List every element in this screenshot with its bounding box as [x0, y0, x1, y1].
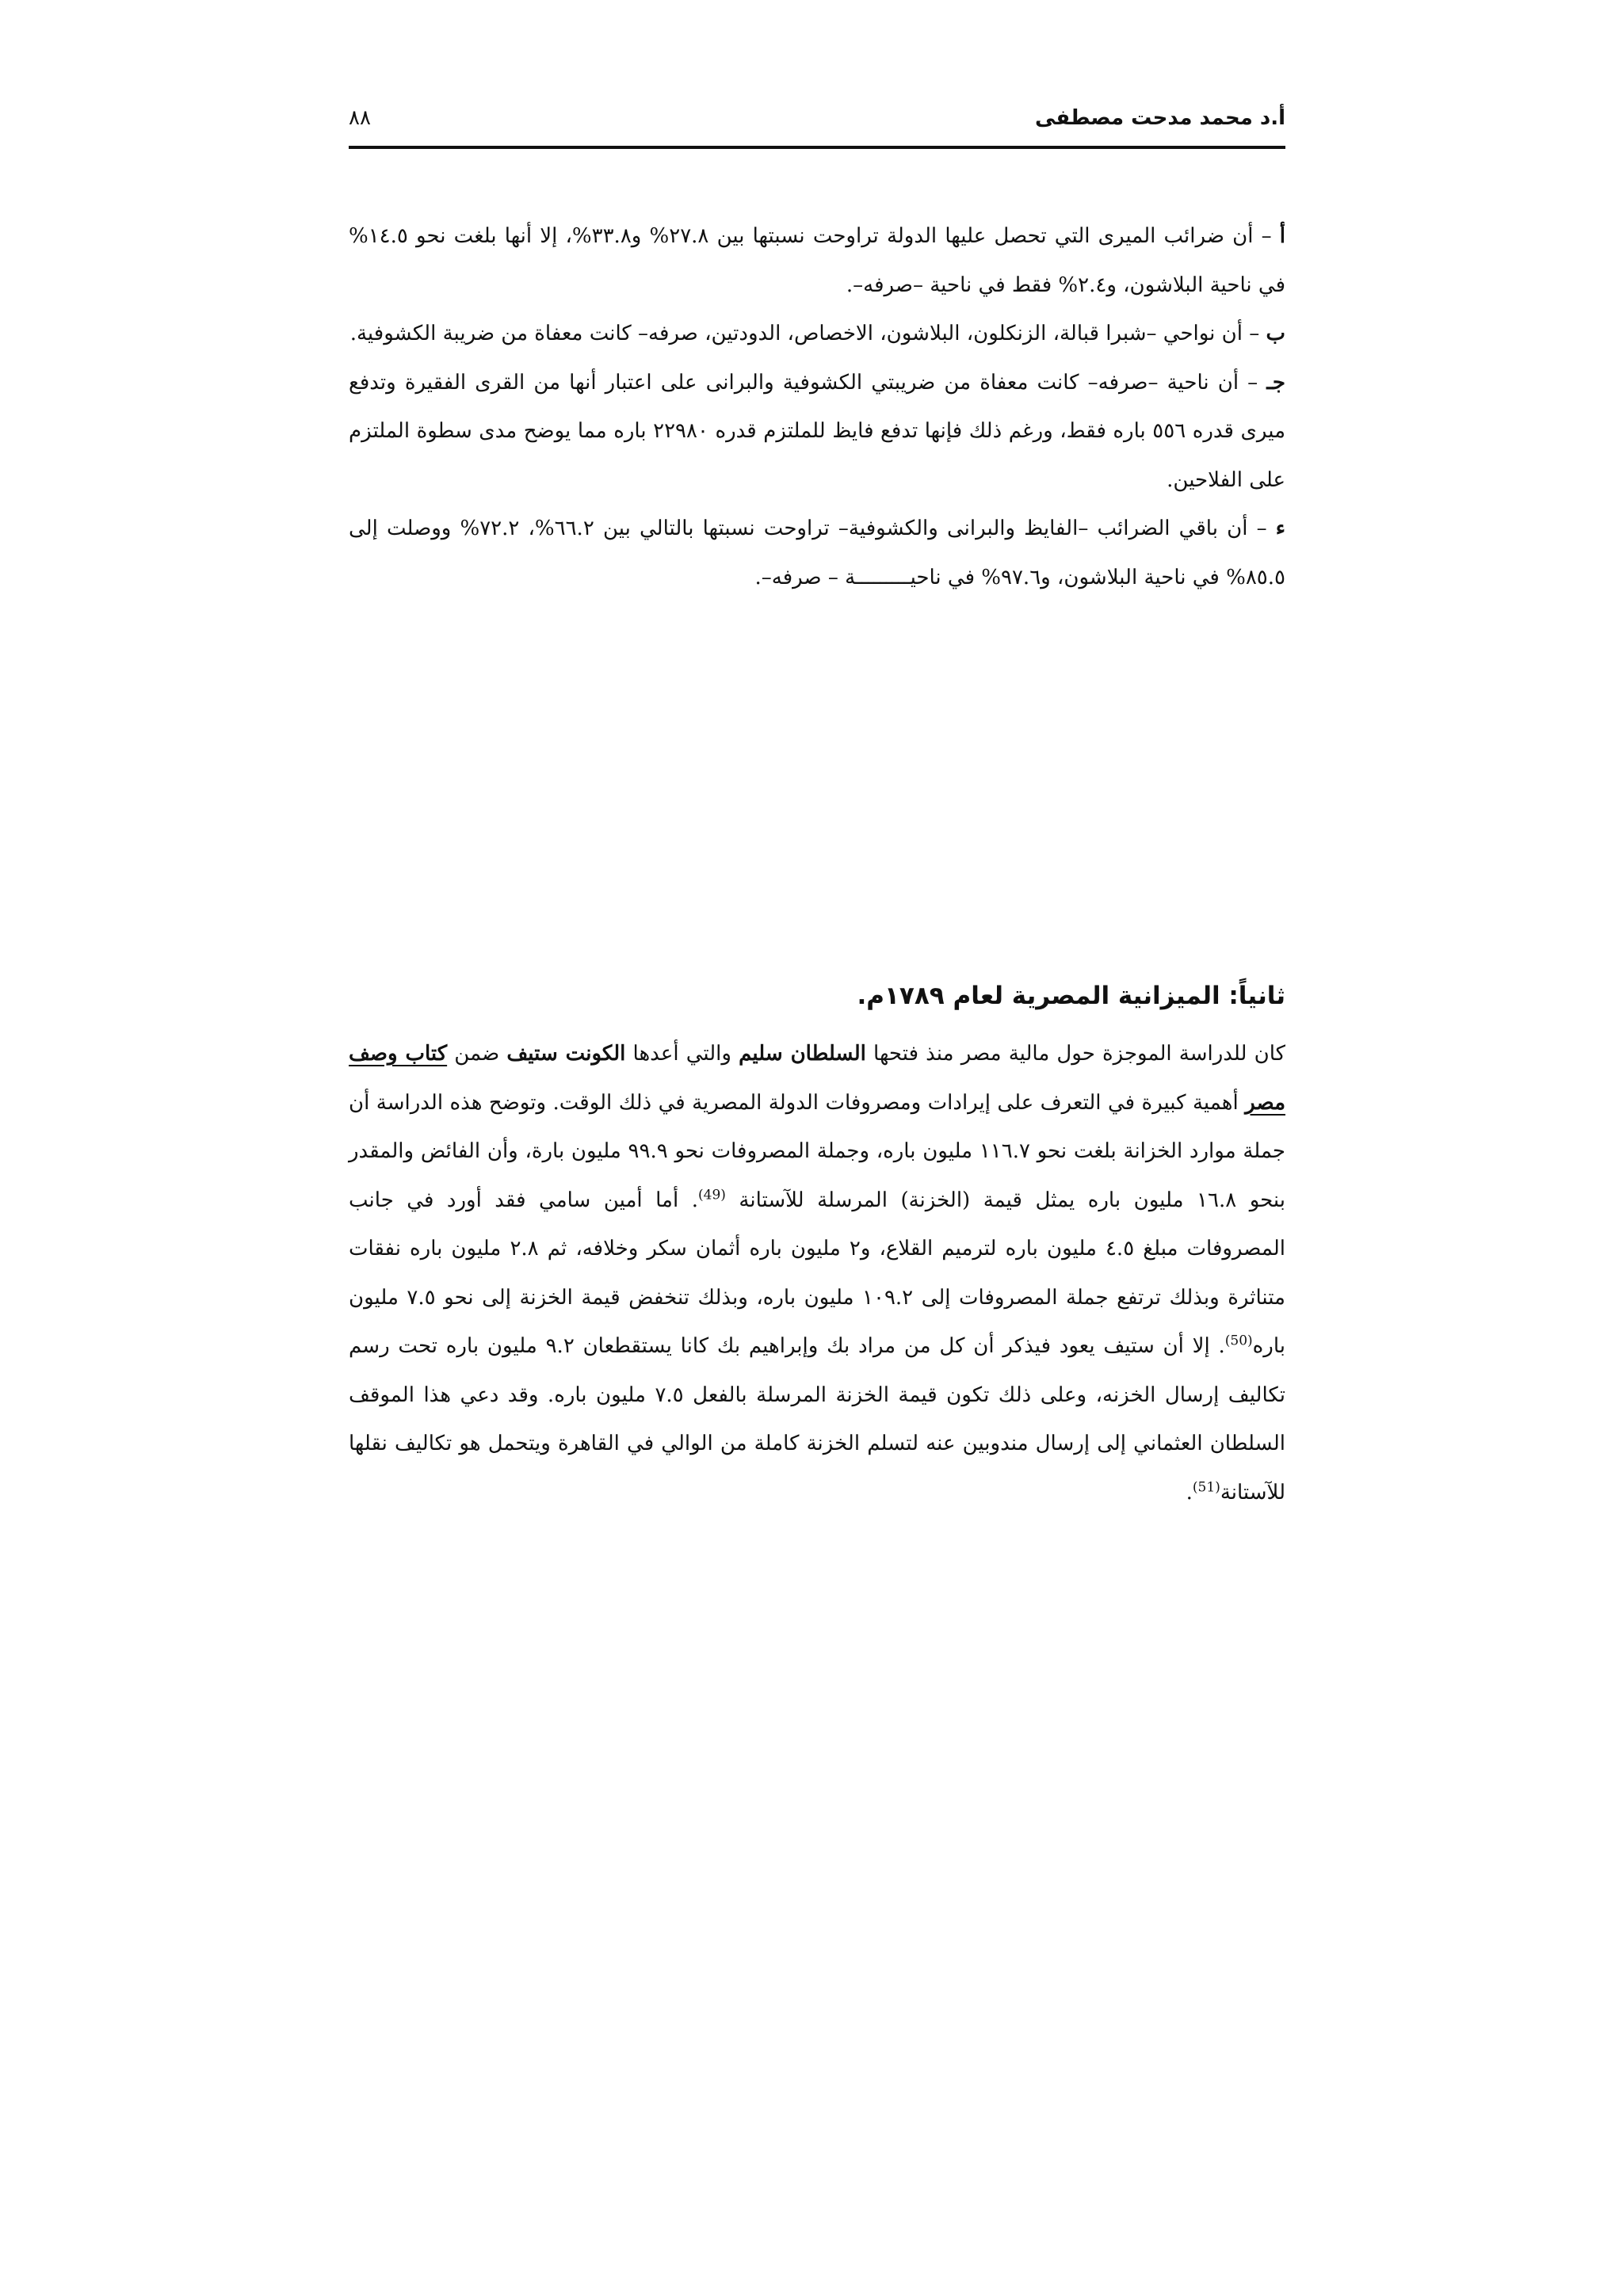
page-number: ٨٨ [349, 106, 371, 130]
text-run: أهمية كبيرة في التعرف على إيرادات ومصروفات الدولة المصرية في ذلك الوقت. وتوضح هذه الدراسة أن جملة موارد الخزانة بلغت نحو ١١٦.٧ مليون باره، وجملة المصروفات نحو ٩٩.٩ مليون بارة، وأن الفائض والمقدر بنحو ١٦.٨ مليون باره يمثل قيمة (الخزنة) المرسلة للآستانة [349, 1090, 1285, 1212]
section-body [349, 1030, 1285, 1517]
item-text: – أن ضرائب الميرى التي تحصل عليها الدولة تراوحت نسبتها بين ٢٧.٨% و٣٣.٨%، إلا أنها بلغت نحو ١٤.٥% في ناحية البلاشون، و٢.٤% فقط في ناحية –صرفه–. [349, 224, 1285, 297]
text-run: والتي أعدها [625, 1042, 739, 1066]
item-letter: أ [1279, 224, 1285, 248]
footnote-ref-49[interactable]: (49) [697, 1186, 726, 1203]
running-header [349, 101, 1285, 149]
list-item [349, 505, 1285, 602]
sultan-name: السلطان سليم [739, 1042, 866, 1066]
item-text: – أن نواحي –شبرا قبالة، الزنكلون، البلاشون، الاخصاص، الدودتين، صرفه– كانت معفاة من ضريبة الكشوفية. [349, 322, 1266, 345]
header-author: أ.د محمد مدحت مصطفى [1034, 106, 1285, 130]
section-heading: ثانياً: الميزانية المصرية لعام ١٧٨٩م. [857, 982, 1285, 1010]
text-run: . أما أمين سامي فقد أورد في جانب المصروفات مبلغ ٤.٥ مليون باره لترميم القلاع، و٢ مليون باره أثمان سكر وخلافه، ثم ٢.٨ مليون باره نفقات متناثرة وبذلك ترتفع جملة المصروفات إلى ١٠٩.٢ مليون باره، وبذلك تنخفض قيمة الخزنة إلى نحو ٧.٥ مليون باره [349, 1188, 1286, 1358]
footnote-ref-51[interactable]: (51) [1192, 1478, 1220, 1495]
list-item [349, 212, 1285, 310]
document-page [349, 0, 1285, 2296]
item-letter: جـ [1266, 370, 1285, 395]
text-run: كان للدراسة الموجزة حول مالية مصر منذ فتحها [865, 1042, 1285, 1066]
item-letter: ء [1275, 517, 1285, 540]
text-run: . [1186, 1480, 1193, 1505]
count-name: الكونت ستيف [506, 1042, 626, 1066]
footnote-ref-50[interactable]: (50) [1224, 1333, 1253, 1349]
list-item [349, 310, 1285, 359]
findings-list [349, 212, 1285, 602]
body-paragraph [349, 1030, 1285, 1517]
item-text: – أن باقي الضرائب –الفايظ والبرانى والكشوفية– تراوحت نسبتها بالتالي بين ٦٦.٢%، ٧٢.٢% ووصلت إلى ٨٥.٥% في ناحية البلاشون، و٩٧.٦% في ناحيـــــــــة – صرفه–. [349, 517, 1285, 589]
book-title: كتاب وصف مصر [349, 1042, 1285, 1115]
text-run: . إلا أن ستيف يعود فيذكر أن كل من مراد بك وإبراهيم بك كانا يستقطعان ٩.٢ مليون باره تحت رسم تكاليف إرسال الخزنه، وعلى ذلك تكون قيمة الخزنة المرسلة بالفعل ٧.٥ مليون باره. وقد دعي هذا الموقف السلطان العثماني إلى إرسال مندوبين عنه لتسلم الخزنة كاملة من الوالي في القاهرة ويتحمل هو تكاليف نقلها للآستانة [349, 1334, 1285, 1505]
text-run: ضمن [447, 1042, 507, 1066]
item-letter: ب [1266, 322, 1285, 345]
item-text: – أن ناحية –صرفه– كانت معفاة من ضريبتي الكشوفية والبرانى على اعتبار أنها من القرى الفقيرة وتدفع ميرى قدره ٥٥٦ باره فقط، ورغم ذلك فإنها تدفع فايظ للملتزم قدره ٢٢٩٨٠ باره مما يوضح مدى سطوة الملتزم على الفلاحين. [349, 370, 1285, 492]
list-item [349, 359, 1285, 505]
